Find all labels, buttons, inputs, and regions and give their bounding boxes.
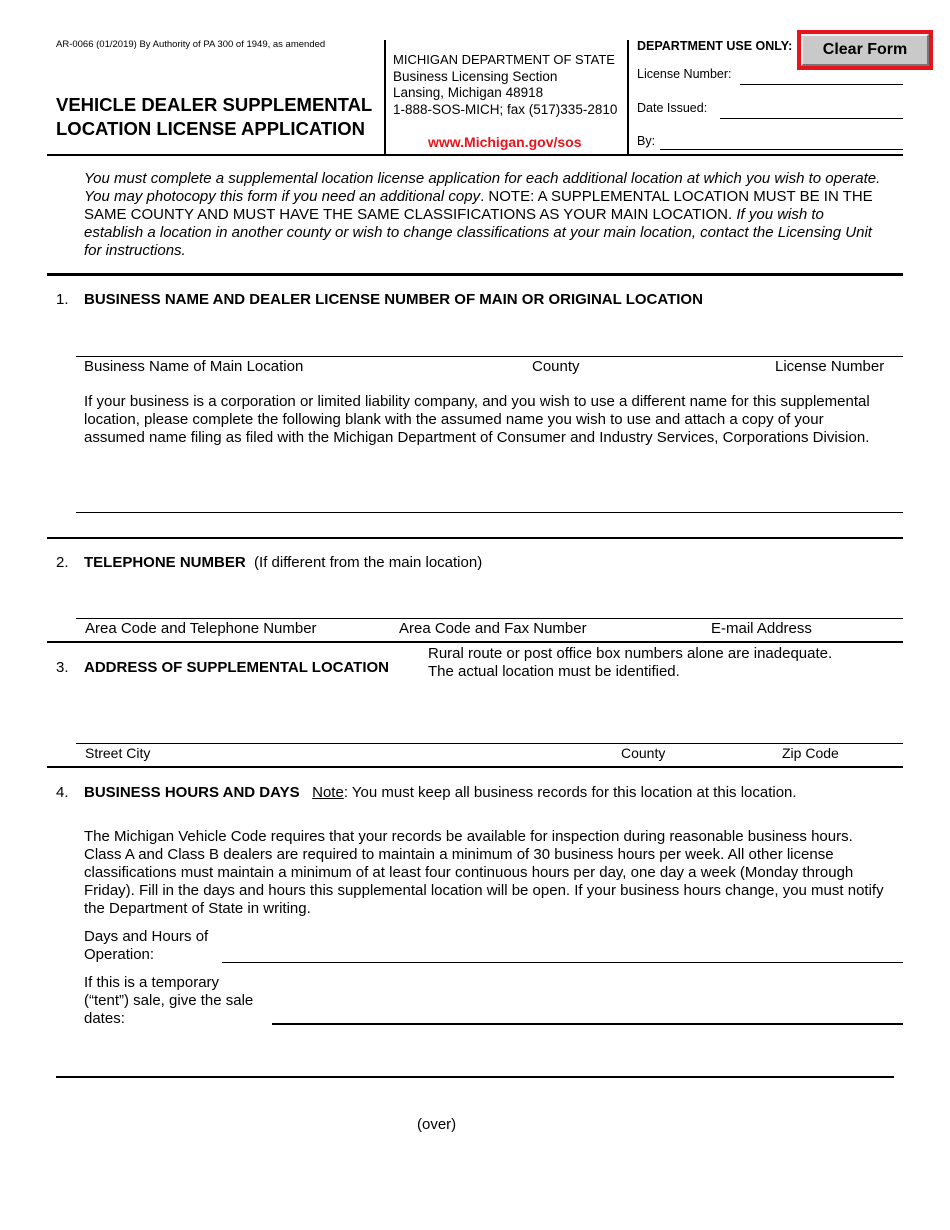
section1-heading: BUSINESS NAME AND DEALER LICENSE NUMBER OF MAIN OR ORIGINAL LOCATION: [84, 291, 703, 308]
license-number-label: License Number:: [637, 67, 732, 81]
header-divider-right: [627, 40, 629, 156]
label-license-number: License Number: [775, 358, 885, 375]
agency-city: Lansing, Michigan 48918: [393, 85, 544, 100]
email-field[interactable]: [700, 595, 903, 617]
over-text: (over): [417, 1116, 457, 1133]
clear-form-button-label: Clear Form: [801, 34, 929, 66]
section-rule-3: [47, 641, 903, 643]
zip-code-field[interactable]: [765, 720, 903, 742]
agency-block: [393, 52, 617, 118]
fax-field[interactable]: [392, 595, 692, 617]
website-link[interactable]: www.Michigan.gov/sos: [428, 134, 582, 150]
clear-form-button[interactable]: [797, 30, 933, 70]
license-number-line: [740, 84, 903, 85]
date-issued-field[interactable]: [720, 100, 903, 118]
label-location-county: County: [621, 745, 666, 761]
agency-phone: 1-888-SOS-MICH; fax (517)335-2810: [393, 101, 618, 117]
section1-line: [76, 356, 903, 357]
days-hours-field[interactable]: [222, 940, 903, 962]
business-name-field[interactable]: [76, 333, 526, 355]
header-divider-left: [384, 40, 386, 156]
section4-note-label: Note: [312, 784, 344, 801]
section4-note-text: : You must keep all business records for this location at this location.: [343, 784, 797, 801]
label-email: E-mail Address: [711, 620, 812, 637]
license-number-field[interactable]: [740, 66, 903, 84]
section2-heading-row: [84, 554, 482, 572]
intro-part3: If you wish to establish a location in another county or wish to change classifications at your main location, contact the Licensing Unit for instructions.: [84, 206, 872, 259]
assumed-name-text: If your business is a corporation or limited liability company, and you wish to use a different name for this supplemental location, please complete the following blank with the assumed name you wish to use and attach a copy of your assumed name filing as filed with the Michigan Department of Consumer and Industry Services, Corporations Division.: [84, 393, 870, 446]
section3-note-line2: The actual location must be identified.: [428, 663, 680, 680]
days-hours-label-line2: Operation:: [84, 946, 155, 963]
dept-use-label: DEPARTMENT USE ONLY:: [637, 39, 793, 53]
page-title-line2: LOCATION LICENSE APPLICATION: [56, 118, 366, 139]
form-id: AR-0066 (01/2019) By Authority of PA 300 of 1949, as amended: [56, 39, 326, 50]
license-number-main-field[interactable]: [700, 333, 903, 355]
label-county: County: [532, 358, 580, 375]
section3-note: [428, 645, 832, 681]
tent-sale-line: [272, 1023, 903, 1025]
label-business-name: Business Name of Main Location: [84, 358, 304, 375]
section-rule-2: [47, 537, 903, 539]
tent-sale-label-line3: dates:: [84, 1010, 125, 1027]
page-title: [56, 93, 372, 141]
agency-name: MICHIGAN DEPARTMENT OF STATE: [393, 52, 615, 67]
page-title-line1: VEHICLE DEALER SUPPLEMENTAL: [56, 94, 373, 115]
date-issued-label: Date Issued:: [637, 101, 708, 115]
section4-heading-row: [84, 784, 797, 802]
label-fax: Area Code and Fax Number: [399, 620, 587, 637]
section3-note-line1: Rural route or post office box numbers alone are inadequate.: [428, 645, 833, 662]
section4-heading: BUSINESS HOURS AND DAYS: [84, 784, 300, 801]
label-zip-code: Zip Code: [782, 745, 839, 761]
section4-body: The Michigan Vehicle Code requires that your records be available for inspection during reasonable business hours. Class A and Class B dealers are required to maintain a minimum of 30 business hours per week. All other license classifications must maintain a minimum of at least four continuous hours per day, one day a week (Monday through Friday). Fill in the days and hours this supplemental location will be open. If your business hours change, you must notify the Department of State in writing.: [84, 828, 884, 917]
by-line: [660, 149, 903, 150]
date-issued-line: [720, 118, 903, 119]
section3-number: 3.: [56, 659, 69, 676]
section2-number: 2.: [56, 554, 69, 571]
location-county-field[interactable]: [610, 720, 760, 742]
days-hours-line: [222, 962, 903, 963]
agency-section: Business Licensing Section: [393, 68, 558, 84]
telephone-field[interactable]: [76, 595, 386, 617]
days-hours-label: [84, 928, 208, 964]
section2-note: (If different from the main location): [254, 554, 483, 571]
label-street-city: Street City: [85, 745, 151, 761]
by-field[interactable]: [660, 132, 903, 150]
by-label: By:: [637, 134, 656, 148]
header-bottom-rule: [47, 154, 903, 156]
section3-heading: ADDRESS OF SUPPLEMENTAL LOCATION: [84, 659, 390, 676]
section3-line: [76, 743, 903, 744]
intro-part1: You must complete a supplemental location license application for each additional location at which you wish to operate. You may photocopy this form if you need an additional copy: [84, 170, 881, 205]
street-city-field[interactable]: [76, 720, 606, 742]
tent-sale-label: [84, 974, 253, 1028]
section1-number: 1.: [56, 291, 69, 308]
days-hours-label-line1: Days and Hours of: [84, 928, 209, 945]
section-rule-4: [47, 766, 903, 768]
assumed-name-line: [76, 512, 903, 513]
tent-sale-label-line2: (“tent”) sale, give the sale: [84, 992, 254, 1009]
section2-line: [76, 618, 903, 619]
intro-part2: . NOTE: A SUPPLEMENTAL LOCATION MUST BE IN THE SAME COUNTY AND MUST HAVE THE SAME CLASSIFICATIONS AS YOUR MAIN LOCATION.: [84, 188, 873, 223]
assumed-name-field[interactable]: [76, 489, 903, 511]
section4-number: 4.: [56, 784, 69, 801]
bottom-rule: [56, 1076, 894, 1078]
section2-heading: TELEPHONE NUMBER: [84, 554, 246, 571]
label-telephone: Area Code and Telephone Number: [85, 620, 317, 637]
county-field[interactable]: [480, 333, 650, 355]
section-rule-1: [47, 273, 903, 276]
tent-sale-label-line1: If this is a temporary: [84, 974, 220, 991]
tent-sale-dates-field[interactable]: [272, 1000, 903, 1022]
intro-text: [84, 170, 884, 260]
